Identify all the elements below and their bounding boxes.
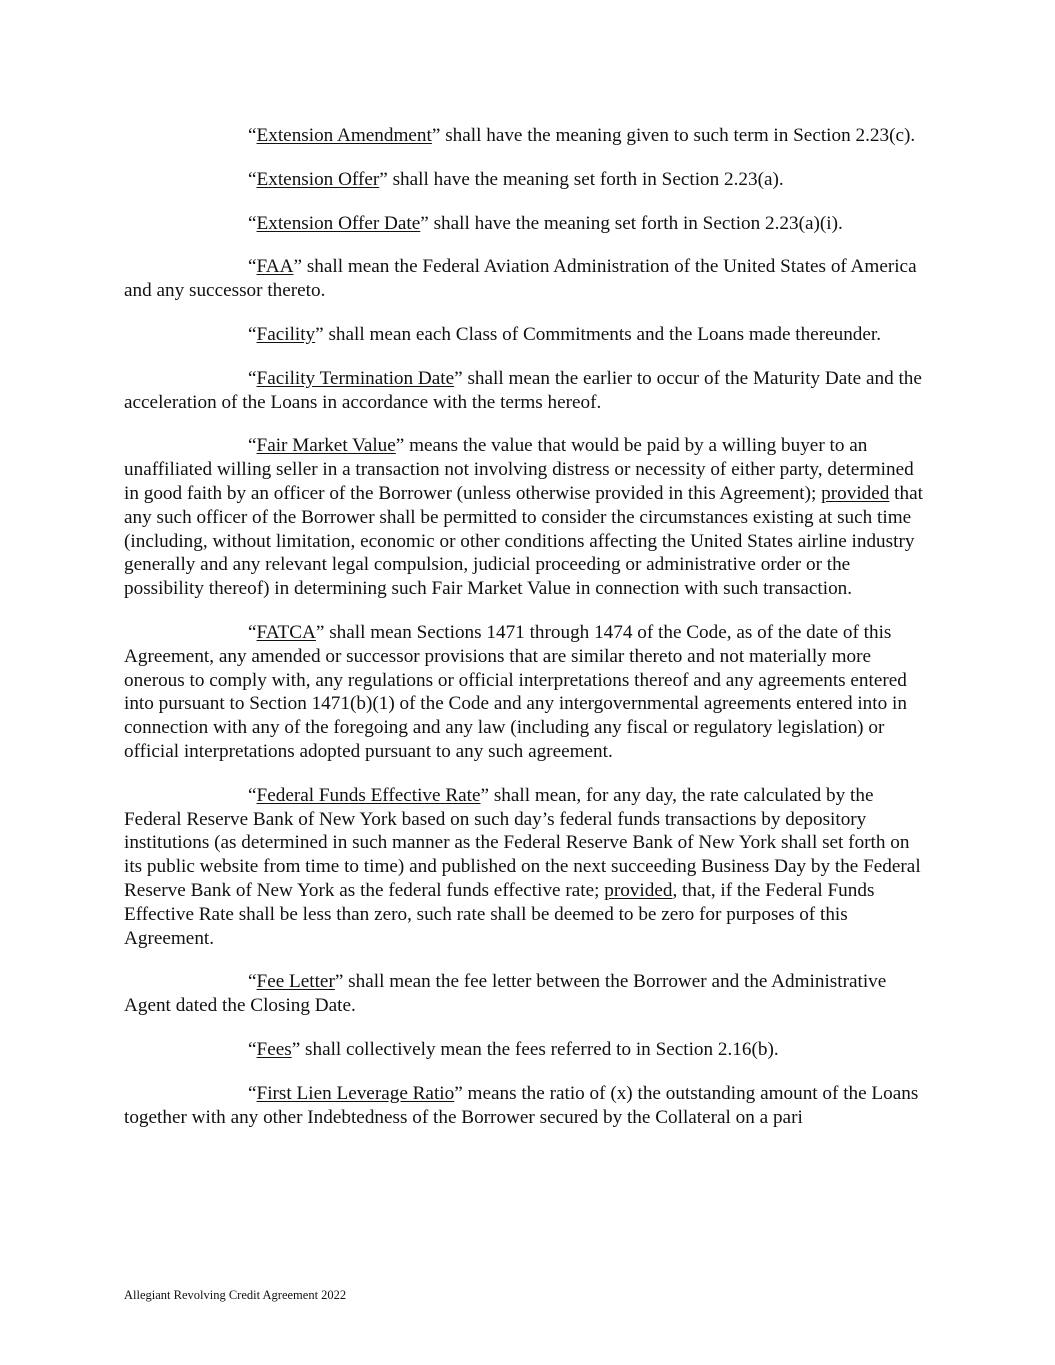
definition-facility-termination-date: “Facility Termination Date” shall mean the earlier to occur of the Maturity Date and the acceleration of the Loans in accordance with the terms hereof.: [124, 367, 922, 413]
definition-facility: “Facility” shall mean each Class of Commitments and the Loans made thereunder.: [248, 323, 882, 345]
definition-fair-market-value: “Fair Market Value” means the value that would be paid by a willing buyer to an unaffiliated willing seller in a transaction not involving distress or necessity of either party, determined in good faith by an officer of the Borrower (unless otherwise provided in this Agreement); provided that any such officer of the Borrower shall be permitted to consider the circumstances existing at such time (including, without limitation, economic or other conditions affecting the United States airline industry generally and any relevant legal compulsion, judicial proceeding or administrative order or the possibility thereof) in determining such Fair Market Value in connection with such transaction.: [124, 435, 923, 600]
defined-term: Fees: [256, 1038, 292, 1060]
proviso-word: provided: [604, 879, 673, 901]
definition-extension-offer-date: “Extension Offer Date” shall have the meaning set forth in Section 2.23(a)(i).: [248, 212, 843, 234]
defined-term: Extension Offer Date: [256, 212, 421, 234]
definition-fatca: “FATCA” shall mean Sections 1471 through 1474 of the Code, as of the date of this Agreement, any amended or successor provisions that are similar thereto and not materially more onerous to comply with, any regulations or official interpretations thereof and any agreements entered into pursuant to Section 1471(b)(1) of the Code and any intergovernmental agreements entered into in connection with any of the foregoing and any law (including any fiscal or regulatory legislation) or official interpretations adopted pursuant to any such agreement.: [124, 621, 907, 762]
defined-term: FATCA: [256, 621, 316, 643]
defined-term: Extension Offer: [256, 168, 380, 190]
defined-term: Facility: [256, 323, 316, 345]
definition-faa: “FAA” shall mean the Federal Aviation Administration of the United States of America and any successor thereto.: [124, 256, 917, 302]
definition-first-lien-leverage-ratio: “First Lien Leverage Ratio” means the ratio of (x) the outstanding amount of the Loans together with any other Indebtedness of the Borrower secured by the Collateral on a pari: [124, 1082, 919, 1128]
definition-fees: “Fees” shall collectively mean the fees referred to in Section 2.16(b).: [248, 1038, 779, 1060]
defined-term: Federal Funds Effective Rate: [256, 784, 481, 806]
defined-term: Fair Market Value: [256, 435, 396, 457]
page-footer: Allegiant Revolving Credit Agreement 2022: [124, 1288, 347, 1302]
definition-extension-offer: “Extension Offer” shall have the meaning set forth in Section 2.23(a).: [248, 168, 784, 190]
defined-term: Extension Amendment: [256, 125, 432, 146]
definition-fee-letter: “Fee Letter” shall mean the fee letter between the Borrower and the Administrative Agent dated the Closing Date.: [124, 971, 887, 1017]
defined-term: Fee Letter: [256, 971, 335, 993]
definition-extension-amendment: “Extension Amendment” shall have the meaning given to such term in Section 2.23(c).: [248, 125, 916, 146]
definitions-body: [124, 124, 932, 1129]
defined-term: First Lien Leverage Ratio: [256, 1082, 455, 1104]
proviso-word: provided: [821, 482, 890, 504]
defined-term: Facility Termination Date: [256, 367, 455, 389]
definition-federal-funds-effective-rate: “Federal Funds Effective Rate” shall mean, for any day, the rate calculated by the Federal Reserve Bank of New York based on such day’s federal funds transactions by depository institutions (as determined in such manner as the Federal Reserve Bank of New York shall set forth on its public website from time to time) and published on the next succeeding Business Day by the Federal Reserve Bank of New York as the federal funds effective rate; provided, that, if the Federal Funds Effective Rate shall be less than zero, such rate shall be deemed to be zero for purposes of this Agreement.: [124, 784, 921, 949]
defined-term: FAA: [256, 256, 294, 278]
